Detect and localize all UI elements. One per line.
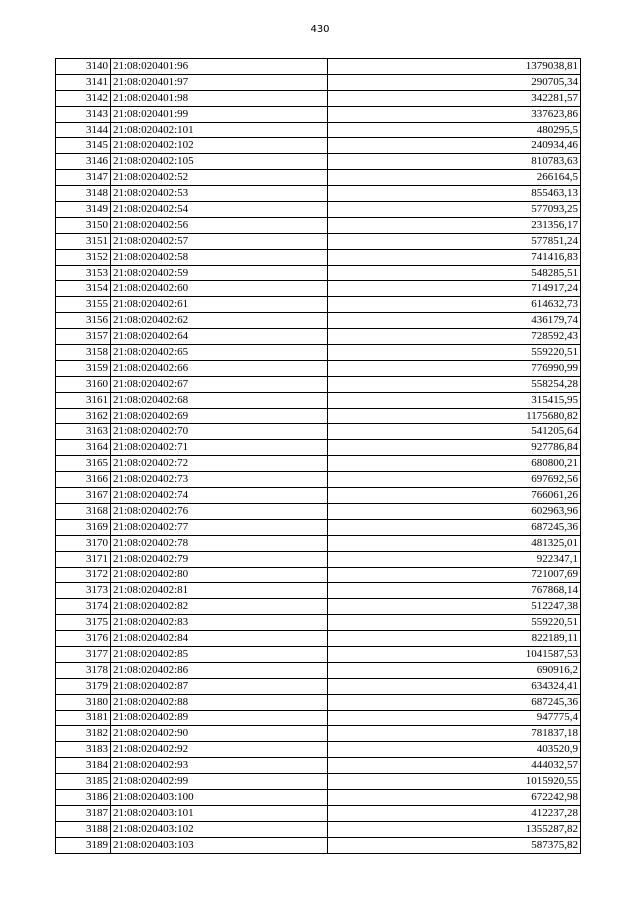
row-number-cell: 3150: [56, 217, 111, 233]
row-number-cell: 3183: [56, 742, 111, 758]
row-number-cell: 3167: [56, 488, 111, 504]
table-row: [56, 726, 581, 742]
row-number-cell: 3166: [56, 472, 111, 488]
cadastral-value-cell: 741416,83: [328, 249, 581, 265]
cadastral-number-cell: 21:08:020402:54: [111, 202, 328, 218]
row-number-cell: 3160: [56, 376, 111, 392]
cadastral-value-cell: 728592,43: [328, 329, 581, 345]
cadastral-value-cell: 697692,56: [328, 472, 581, 488]
cadastral-number-cell: 21:08:020402:59: [111, 265, 328, 281]
table-row: [56, 472, 581, 488]
cadastral-value-cell: 687245,36: [328, 519, 581, 535]
table-row: [56, 678, 581, 694]
row-number-cell: 3164: [56, 440, 111, 456]
table-row: [56, 758, 581, 774]
table-row: [56, 503, 581, 519]
row-number-cell: 3186: [56, 789, 111, 805]
row-number-cell: 3179: [56, 678, 111, 694]
table-row: [56, 488, 581, 504]
table-row: [56, 535, 581, 551]
cadastral-value-cell: 403520,9: [328, 742, 581, 758]
row-number-cell: 3188: [56, 821, 111, 837]
row-number-cell: 3171: [56, 551, 111, 567]
cadastral-number-cell: 21:08:020402:65: [111, 345, 328, 361]
cadastral-number-cell: 21:08:020401:99: [111, 106, 328, 122]
cadastral-value-cell: 690916,2: [328, 662, 581, 678]
cadastral-number-cell: 21:08:020402:102: [111, 138, 328, 154]
cadastral-value-cell: 776990,99: [328, 360, 581, 376]
cadastral-value-cell: 672242,98: [328, 789, 581, 805]
table-row: [56, 233, 581, 249]
cadastral-value-cell: 342281,57: [328, 90, 581, 106]
cadastral-value-cell: 927786,84: [328, 440, 581, 456]
table-row: [56, 170, 581, 186]
cadastral-number-cell: 21:08:020402:57: [111, 233, 328, 249]
row-number-cell: 3158: [56, 345, 111, 361]
cadastral-value-cell: 810783,63: [328, 154, 581, 170]
row-number-cell: 3147: [56, 170, 111, 186]
cadastral-number-cell: 21:08:020402:60: [111, 281, 328, 297]
cadastral-number-cell: 21:08:020402:77: [111, 519, 328, 535]
row-number-cell: 3144: [56, 122, 111, 138]
table-row: [56, 392, 581, 408]
cadastral-value-cell: 315415,95: [328, 392, 581, 408]
cadastral-number-cell: 21:08:020402:61: [111, 297, 328, 313]
cadastral-number-cell: 21:08:020402:74: [111, 488, 328, 504]
table-row: [56, 631, 581, 647]
table-row: [56, 774, 581, 790]
table-row: [56, 122, 581, 138]
cadastral-value-cell: 541205,64: [328, 424, 581, 440]
table-row: [56, 837, 581, 853]
table-row: [56, 90, 581, 106]
cadastral-number-cell: 21:08:020402:90: [111, 726, 328, 742]
row-number-cell: 3185: [56, 774, 111, 790]
table-row: [56, 265, 581, 281]
cadastral-value-cell: 680800,21: [328, 456, 581, 472]
cadastral-number-cell: 21:08:020402:52: [111, 170, 328, 186]
table-row: [56, 567, 581, 583]
row-number-cell: 3180: [56, 694, 111, 710]
table-row: [56, 313, 581, 329]
table-row: [56, 789, 581, 805]
cadastral-number-cell: 21:08:020402:70: [111, 424, 328, 440]
cadastral-value-cell: 721007,69: [328, 567, 581, 583]
cadastral-number-cell: 21:08:020402:88: [111, 694, 328, 710]
cadastral-value-cell: 855463,13: [328, 186, 581, 202]
row-number-cell: 3162: [56, 408, 111, 424]
cadastral-number-cell: 21:08:020402:81: [111, 583, 328, 599]
row-number-cell: 3155: [56, 297, 111, 313]
cadastral-number-cell: 21:08:020402:58: [111, 249, 328, 265]
row-number-cell: 3182: [56, 726, 111, 742]
row-number-cell: 3187: [56, 805, 111, 821]
cadastral-value-cell: 231356,17: [328, 217, 581, 233]
row-number-cell: 3181: [56, 710, 111, 726]
cadastral-value-cell: 290705,34: [328, 74, 581, 90]
cadastral-value-table: [55, 58, 581, 854]
row-number-cell: 3154: [56, 281, 111, 297]
cadastral-value-cell: 577093,25: [328, 202, 581, 218]
table-row: [56, 519, 581, 535]
cadastral-number-cell: 21:08:020402:53: [111, 186, 328, 202]
table-row: [56, 376, 581, 392]
cadastral-number-cell: 21:08:020402:56: [111, 217, 328, 233]
cadastral-value-cell: 337623,86: [328, 106, 581, 122]
cadastral-value-cell: 687245,36: [328, 694, 581, 710]
row-number-cell: 3140: [56, 59, 111, 75]
cadastral-number-cell: 21:08:020402:89: [111, 710, 328, 726]
row-number-cell: 3151: [56, 233, 111, 249]
row-number-cell: 3153: [56, 265, 111, 281]
cadastral-number-cell: 21:08:020402:101: [111, 122, 328, 138]
row-number-cell: 3165: [56, 456, 111, 472]
table-row: [56, 424, 581, 440]
cadastral-value-cell: 481325,01: [328, 535, 581, 551]
row-number-cell: 3148: [56, 186, 111, 202]
table-row: [56, 138, 581, 154]
row-number-cell: 3159: [56, 360, 111, 376]
row-number-cell: 3161: [56, 392, 111, 408]
cadastral-number-cell: 21:08:020402:67: [111, 376, 328, 392]
row-number-cell: 3170: [56, 535, 111, 551]
row-number-cell: 3175: [56, 615, 111, 631]
cadastral-number-cell: 21:08:020403:102: [111, 821, 328, 837]
cadastral-value-cell: 634324,41: [328, 678, 581, 694]
cadastral-number-cell: 21:08:020402:68: [111, 392, 328, 408]
table-row: [56, 329, 581, 345]
row-number-cell: 3178: [56, 662, 111, 678]
cadastral-number-cell: 21:08:020402:80: [111, 567, 328, 583]
row-number-cell: 3163: [56, 424, 111, 440]
row-number-cell: 3152: [56, 249, 111, 265]
cadastral-number-cell: 21:08:020402:66: [111, 360, 328, 376]
cadastral-value-cell: 767868,14: [328, 583, 581, 599]
cadastral-value-cell: 559220,51: [328, 345, 581, 361]
cadastral-number-cell: 21:08:020402:105: [111, 154, 328, 170]
cadastral-value-cell: 587375,82: [328, 837, 581, 853]
table-row: [56, 805, 581, 821]
row-number-cell: 3176: [56, 631, 111, 647]
cadastral-value-cell: 412237,28: [328, 805, 581, 821]
cadastral-number-cell: 21:08:020402:76: [111, 503, 328, 519]
table-row: [56, 74, 581, 90]
cadastral-number-cell: 21:08:020402:73: [111, 472, 328, 488]
table-row: [56, 646, 581, 662]
table-row: [56, 249, 581, 265]
cadastral-value-cell: 766061,26: [328, 488, 581, 504]
row-number-cell: 3143: [56, 106, 111, 122]
table-row: [56, 440, 581, 456]
cadastral-value-cell: 436179,74: [328, 313, 581, 329]
cadastral-number-cell: 21:08:020402:62: [111, 313, 328, 329]
cadastral-value-cell: 559220,51: [328, 615, 581, 631]
cadastral-value-cell: 558254,28: [328, 376, 581, 392]
cadastral-number-cell: 21:08:020402:71: [111, 440, 328, 456]
cadastral-number-cell: 21:08:020402:93: [111, 758, 328, 774]
cadastral-number-cell: 21:08:020402:86: [111, 662, 328, 678]
cadastral-value-cell: 1355287,82: [328, 821, 581, 837]
row-number-cell: 3177: [56, 646, 111, 662]
cadastral-value-cell: 444032,57: [328, 758, 581, 774]
row-number-cell: 3174: [56, 599, 111, 615]
row-number-cell: 3146: [56, 154, 111, 170]
table-row: [56, 599, 581, 615]
cadastral-number-cell: 21:08:020402:92: [111, 742, 328, 758]
cadastral-number-cell: 21:08:020402:79: [111, 551, 328, 567]
table-row: [56, 710, 581, 726]
row-number-cell: 3157: [56, 329, 111, 345]
cadastral-number-cell: 21:08:020402:87: [111, 678, 328, 694]
table-row: [56, 821, 581, 837]
table-row: [56, 408, 581, 424]
row-number-cell: 3156: [56, 313, 111, 329]
cadastral-number-cell: 21:08:020403:100: [111, 789, 328, 805]
table-row: [56, 59, 581, 75]
table-row: [56, 662, 581, 678]
table-row: [56, 217, 581, 233]
row-number-cell: 3145: [56, 138, 111, 154]
cadastral-value-cell: 822189,11: [328, 631, 581, 647]
table-row: [56, 742, 581, 758]
cadastral-number-cell: 21:08:020402:84: [111, 631, 328, 647]
row-number-cell: 3184: [56, 758, 111, 774]
cadastral-value-cell: 602963,96: [328, 503, 581, 519]
cadastral-number-cell: 21:08:020403:103: [111, 837, 328, 853]
cadastral-value-cell: 577851,24: [328, 233, 581, 249]
table-row: [56, 202, 581, 218]
cadastral-number-cell: 21:08:020401:97: [111, 74, 328, 90]
row-number-cell: 3142: [56, 90, 111, 106]
row-number-cell: 3173: [56, 583, 111, 599]
table-row: [56, 694, 581, 710]
table-row: [56, 154, 581, 170]
table-body: [56, 59, 581, 854]
cadastral-value-cell: 947775,4: [328, 710, 581, 726]
cadastral-number-cell: 21:08:020401:96: [111, 59, 328, 75]
table-row: [56, 551, 581, 567]
cadastral-number-cell: 21:08:020402:72: [111, 456, 328, 472]
cadastral-value-cell: 266164,5: [328, 170, 581, 186]
cadastral-number-cell: 21:08:020402:69: [111, 408, 328, 424]
cadastral-value-cell: 548285,51: [328, 265, 581, 281]
cadastral-number-cell: 21:08:020401:98: [111, 90, 328, 106]
row-number-cell: 3149: [56, 202, 111, 218]
cadastral-value-cell: 240934,46: [328, 138, 581, 154]
page-number: 430: [310, 24, 330, 35]
table-row: [56, 106, 581, 122]
row-number-cell: 3169: [56, 519, 111, 535]
table-row: [56, 186, 581, 202]
table-row: [56, 615, 581, 631]
cadastral-number-cell: 21:08:020402:83: [111, 615, 328, 631]
row-number-cell: 3189: [56, 837, 111, 853]
cadastral-value-cell: 512247,38: [328, 599, 581, 615]
row-number-cell: 3141: [56, 74, 111, 90]
cadastral-value-cell: 922347,1: [328, 551, 581, 567]
row-number-cell: 3172: [56, 567, 111, 583]
cadastral-value-cell: 714917,24: [328, 281, 581, 297]
cadastral-number-cell: 21:08:020402:85: [111, 646, 328, 662]
cadastral-value-cell: 1175680,82: [328, 408, 581, 424]
cadastral-value-cell: 480295,5: [328, 122, 581, 138]
cadastral-value-cell: 1015920,55: [328, 774, 581, 790]
cadastral-number-cell: 21:08:020402:64: [111, 329, 328, 345]
table-row: [56, 297, 581, 313]
cadastral-number-cell: 21:08:020402:82: [111, 599, 328, 615]
cadastral-number-cell: 21:08:020402:99: [111, 774, 328, 790]
cadastral-value-cell: 1379038,81: [328, 59, 581, 75]
table-row: [56, 583, 581, 599]
table-row: [56, 345, 581, 361]
cadastral-value-cell: 1041587,53: [328, 646, 581, 662]
cadastral-value-cell: 781837,18: [328, 726, 581, 742]
row-number-cell: 3168: [56, 503, 111, 519]
cadastral-value-cell: 614632,73: [328, 297, 581, 313]
cadastral-number-cell: 21:08:020402:78: [111, 535, 328, 551]
table-row: [56, 281, 581, 297]
table-row: [56, 360, 581, 376]
cadastral-number-cell: 21:08:020403:101: [111, 805, 328, 821]
table-row: [56, 456, 581, 472]
